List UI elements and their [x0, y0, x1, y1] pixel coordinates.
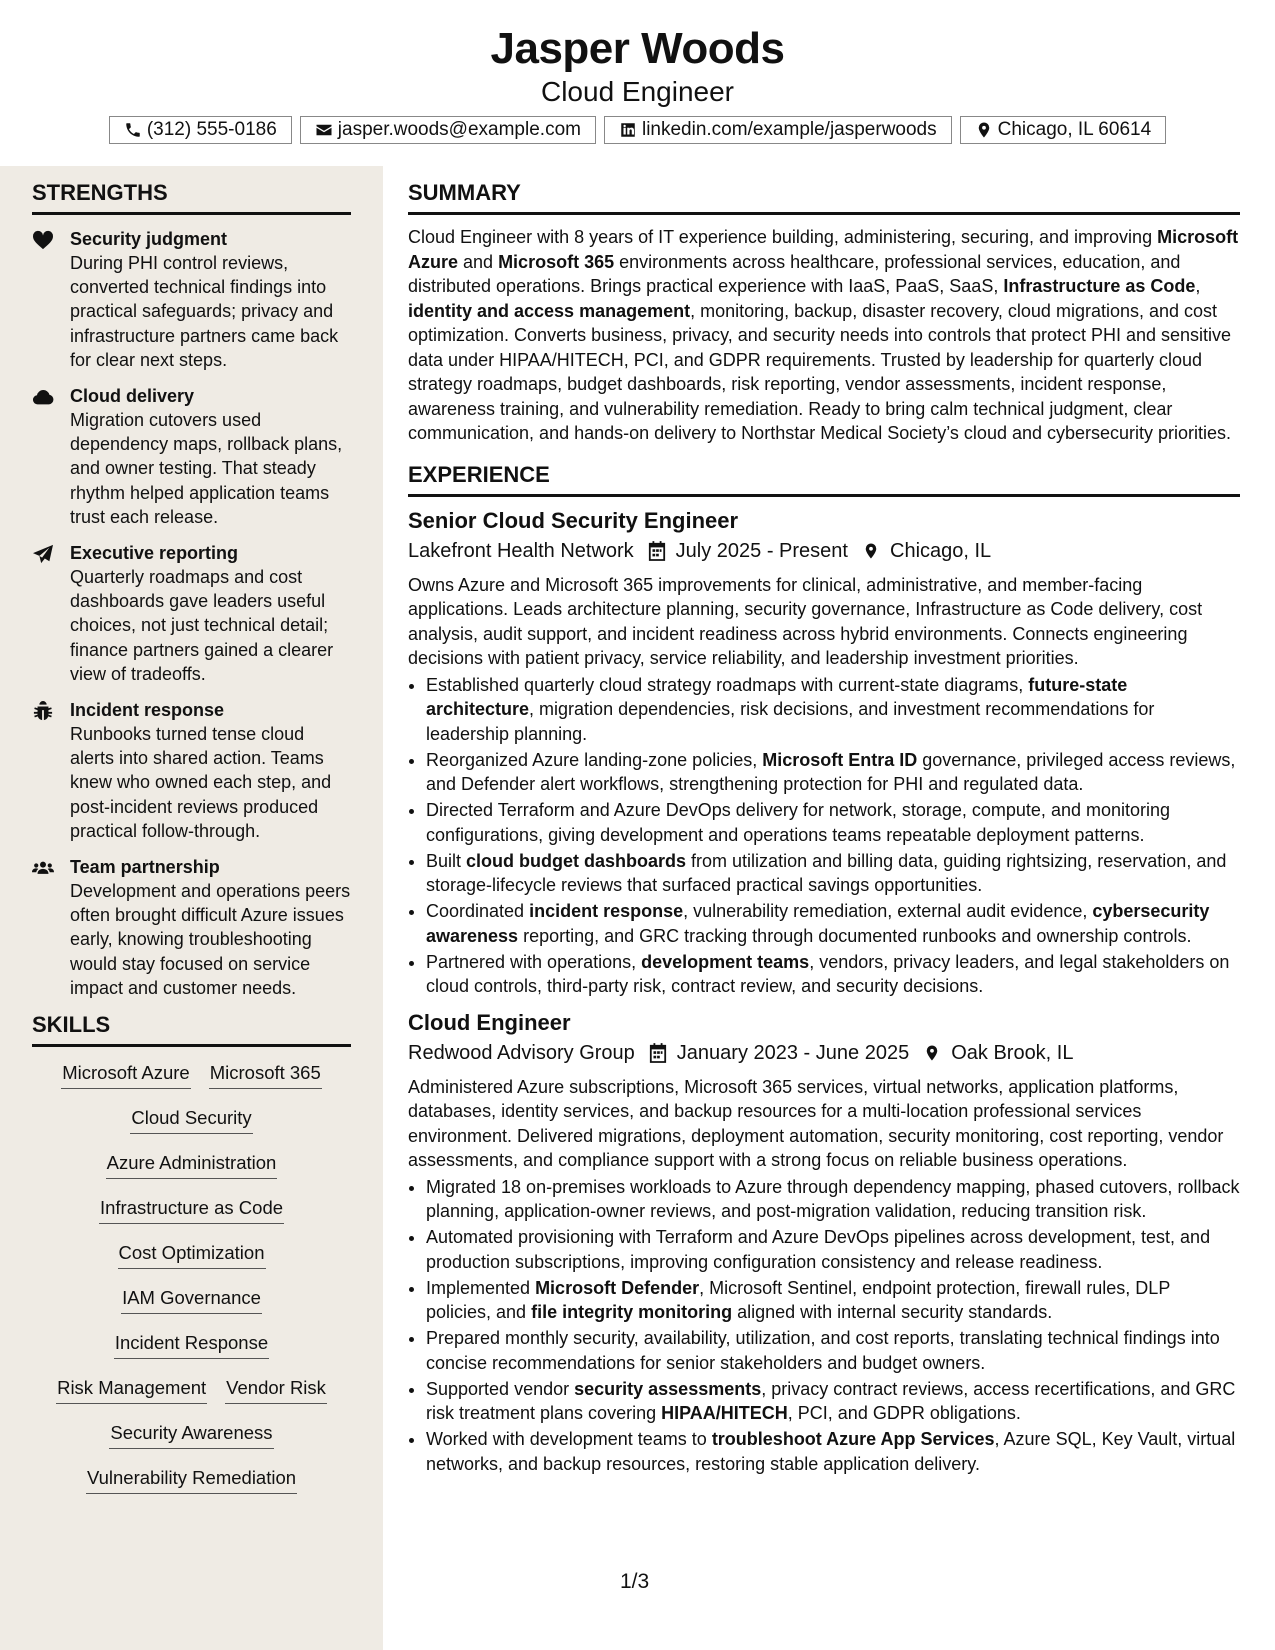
- paper-plane-icon: [32, 544, 54, 564]
- candidate-title: Cloud Engineer: [540, 76, 735, 107]
- map-pin-icon: [862, 541, 880, 561]
- summary-text: Cloud Engineer with 8 years of IT experience building, administering, securing, and improving Microsoft Azure and Microsoft 365 environments across healthcare, professional services, education, and distributed operations. Brings practical experience with IaaS, PaaS, SaaS, Infrastructure as Code, identity and access management, monitoring, backup, disaster recovery, cloud migrations, and cost optimization. Converts business, privacy, and security needs into controls that protect PHI and sensitive data under HIPAA/HITECH, PCI, and GDPR requirements. Trusted by leadership for quarterly cloud strategy roadmaps, budget dashboards, risk reporting, vendor assessments, incident response, awareness training, and vulnerability remediation. Ready to bring calm technical judgment, clear communication, and hands-on delivery to Northstar Medical Society’s cloud and cybersecurity priorities.: [408, 227, 1239, 443]
- contact-email[interactable]: [300, 116, 596, 144]
- job-dates: July 2025 - Present: [675, 539, 848, 562]
- skill-tag: Risk Management: [56, 1376, 207, 1404]
- skill-tag: Cloud Security: [130, 1106, 252, 1134]
- contact-phone[interactable]: [109, 116, 292, 144]
- candidate-name: Jasper Woods: [490, 24, 785, 73]
- users-icon: [32, 858, 54, 878]
- job-entry: [408, 1009, 1240, 1477]
- job-dates: January 2023 - June 2025: [676, 1041, 910, 1064]
- bullet-item: • Automated provisioning with Terraform and Azure DevOps pipelines across development, test, and production subscriptions, improving configuration consistency and release readiness.: [426, 1225, 1240, 1274]
- skill-tag: IAM Governance: [121, 1286, 262, 1314]
- strength-item: [32, 227, 351, 372]
- job-description: Administered Azure subscriptions, Microsoft 365 services, virtual networks, application platforms, databases, identity services, and backup resources for a multi-location professional services environment. Delivered migrations, deployment automation, security monitoring, cost reporting, vendor assessments, and compliance support with a strong focus on reliable business operations.: [408, 1076, 1224, 1170]
- bullet-item: • Implemented Microsoft Defender, Microsoft Sentinel, endpoint protection, firewall rules, DLP policies, and file integrity monitoring aligned with internal security standards.: [426, 1276, 1240, 1325]
- contact-text: jasper.woods@example.com: [337, 119, 581, 140]
- phone-icon: [124, 121, 142, 139]
- strength-desc: Development and operations peers often brought difficult Azure issues early, knowing troubleshooting would stay focused on service impact and customer needs.: [70, 881, 351, 998]
- resume-header: [0, 0, 1275, 144]
- strength-desc: Migration cutovers used dependency maps, rollback plans, and owner testing. That steady rhythm helped application teams trust each release.: [70, 410, 343, 527]
- main-column: [408, 166, 1240, 1478]
- skill-tag: Microsoft 365: [209, 1061, 322, 1089]
- skill-tag: Security Awareness: [109, 1421, 273, 1449]
- bullet-item: • Worked with development teams to troubleshoot Azure App Services, Azure SQL, Key Vault, virtual networks, and backup resources, restoring stable application delivery.: [426, 1427, 1240, 1476]
- strength-title: Team partnership: [70, 857, 220, 878]
- bullet-item: • Directed Terraform and Azure DevOps delivery for network, storage, compute, and monitoring configurations, giving development and operations teams repeatable deployment patterns.: [426, 798, 1240, 847]
- bullet-item: • Prepared monthly security, availability, utilization, and cost reports, translating technical findings into concise recommendations for senior stakeholders and budget owners.: [426, 1326, 1240, 1375]
- contact-bar: [0, 116, 1275, 144]
- strengths-heading: STRENGTHS: [32, 180, 351, 215]
- job-company: Redwood Advisory Group: [408, 1041, 635, 1064]
- job-bullets: [408, 1175, 1240, 1477]
- bullet-item: • Built cloud budget dashboards from utilization and billing data, guiding rightsizing, reservation, and storage-lifecycle reviews that surfaced practical savings opportunities.: [426, 849, 1240, 898]
- bullet-item: • Reorganized Azure landing-zone policies, Microsoft Entra ID governance, privileged access reviews, and Defender alert workflows, strengthening protection for PHI and regulated data.: [426, 748, 1240, 797]
- skills-list: [32, 1061, 351, 1511]
- bullet-item: • Migrated 18 on-premises workloads to Azure through dependency mapping, phased cutovers, rollback planning, application-owner reviews, and post-migration validation, reducing transition risk.: [426, 1175, 1240, 1224]
- strength-item: [32, 384, 351, 529]
- strength-item: [32, 698, 351, 843]
- cloud-icon: [32, 387, 54, 407]
- strength-desc: During PHI control reviews, converted technical findings into practical safeguards; privacy and infrastructure partners came back for clear next steps.: [70, 253, 339, 370]
- bullet-item: • Coordinated incident response, vulnerability remediation, external audit evidence, cybersecurity awareness reporting, and GRC tracking through documented runbooks and ownership controls.: [426, 899, 1240, 948]
- job-entry: [408, 507, 1240, 999]
- job-bullets: [408, 673, 1240, 999]
- bug-icon: [32, 701, 54, 721]
- bullet-item: • Partnered with operations, development teams, vendors, privacy leaders, and legal stakeholders on cloud controls, third-party risk, contract review, and security decisions.: [426, 950, 1240, 999]
- bullet-item: • Supported vendor security assessments, privacy contract reviews, access recertifications, and GRC risk treatment plans covering HIPAA/HITECH, PCI, and GDPR obligations.: [426, 1377, 1240, 1426]
- job-meta: [408, 1039, 1240, 1067]
- skill-tag: Infrastructure as Code: [99, 1196, 284, 1224]
- sidebar: [0, 166, 383, 1650]
- job-location: Chicago, IL: [890, 539, 992, 562]
- skill-tag: Incident Response: [114, 1331, 269, 1359]
- strength-title: Cloud delivery: [70, 386, 195, 407]
- skill-tag: Azure Administration: [106, 1151, 278, 1179]
- skill-tag: Vulnerability Remediation: [86, 1466, 297, 1494]
- contact-linkedin[interactable]: [604, 116, 952, 144]
- strength-desc: Runbooks turned tense cloud alerts into shared action. Teams knew who owned each step, and post-incident reviews produced practical follow-through.: [70, 724, 332, 841]
- skill-tag: Microsoft Azure: [61, 1061, 191, 1089]
- contact-text: (312) 555-0186: [146, 119, 277, 140]
- strength-item: [32, 541, 351, 686]
- strength-title: Security judgment: [70, 229, 228, 249]
- strength-title: Executive reporting: [70, 543, 239, 564]
- linkedin-icon: [619, 121, 637, 139]
- envelope-icon: [315, 121, 333, 139]
- job-title: Cloud Engineer: [408, 1009, 571, 1035]
- heart-icon: [32, 230, 54, 250]
- strength-title: Incident response: [70, 700, 225, 721]
- job-meta: [408, 537, 1240, 565]
- job-title: Senior Cloud Security Engineer: [408, 507, 739, 533]
- job-location: Oak Brook, IL: [951, 1041, 1074, 1064]
- job-description: Owns Azure and Microsoft 365 improvements for clinical, administrative, and member-facing applications. Leads architecture planning, security governance, Infrastructure as Code delivery, cost analysis, audit support, and incident readiness across hybrid environments. Connects engineering decisions with patient privacy, service reliability, and leadership investment priorities.: [408, 574, 1203, 668]
- calendar-icon: [649, 1043, 667, 1063]
- summary-heading: SUMMARY: [408, 180, 1240, 215]
- strength-item: [32, 855, 351, 1000]
- experience-heading: EXPERIENCE: [408, 462, 1240, 497]
- job-company: Lakefront Health Network: [408, 539, 634, 562]
- map-pin-icon: [923, 1043, 941, 1063]
- skill-tag: Vendor Risk: [225, 1376, 327, 1404]
- map-pin-icon: [975, 121, 993, 139]
- calendar-icon: [648, 541, 666, 561]
- skills-heading: SKILLS: [32, 1012, 351, 1047]
- bullet-item: • Established quarterly cloud strategy roadmaps with current-state diagrams, future-state architecture, migration dependencies, risk decisions, and investment recommendations for leadership planning.: [426, 673, 1240, 747]
- strength-desc: Quarterly roadmaps and cost dashboards gave leaders useful choices, not just technical detail; finance partners gained a clearer view of tradeoffs.: [70, 567, 334, 684]
- contact-text: linkedin.com/example/jasperwoods: [641, 119, 937, 140]
- skill-tag: Cost Optimization: [118, 1241, 266, 1269]
- contact-location: [960, 116, 1167, 144]
- contact-text: Chicago, IL 60614: [997, 119, 1152, 140]
- page-number: 1/3: [620, 1570, 650, 1593]
- strengths-list: [32, 227, 351, 1000]
